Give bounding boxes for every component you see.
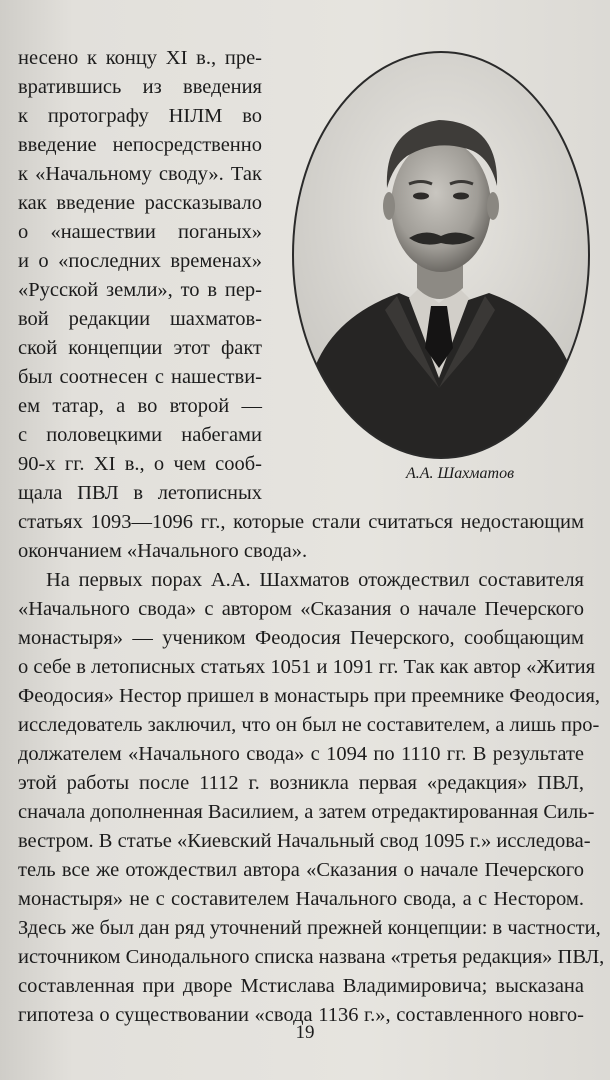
text-line: о «нашествии поганых» bbox=[18, 221, 262, 243]
text-line: «Начального свода» с автором «Сказания о начале Печерского bbox=[18, 598, 584, 620]
text-line: ем татар, а во второй — bbox=[18, 395, 262, 417]
text-line: к протографу НIЛМ во bbox=[18, 105, 262, 127]
photo-caption: А.А. Шахматов bbox=[405, 465, 515, 482]
text-line: был соотнесен с нашестви- bbox=[18, 366, 262, 388]
text-line: этой работы после 1112 г. возникла первая «редакция» ПВЛ, bbox=[18, 772, 584, 794]
text-line: несено к концу XI в., пре- bbox=[18, 47, 262, 69]
text-line: с половецкими набегами bbox=[18, 424, 262, 446]
text-line: и о «последних временах» bbox=[18, 250, 262, 272]
text-line: сначала дополненная Василием, а затем отредактированная Силь- bbox=[18, 801, 595, 823]
text-line: статьях 1093—1096 гг., которые стали считаться недостающим bbox=[18, 511, 584, 533]
text-line: о себе в летописных статьях 1051 и 1091 гг. Так как автор «Жития bbox=[18, 656, 596, 678]
text-line: вестром. В статье «Киевский Начальный свод 1095 г.» исследова- bbox=[18, 830, 591, 852]
text-line: гипотеза о существовании «свода 1136 г.», составленного новго- bbox=[18, 1004, 584, 1026]
text-line: к «Начальному своду». Так bbox=[18, 163, 262, 185]
text-line: как введение рассказывало bbox=[18, 192, 262, 214]
text-line: должателем «Начального свода» с 1094 по 1110 гг. В результате bbox=[18, 743, 584, 765]
text-line: ской концепции этот факт bbox=[18, 337, 262, 359]
text-line: тель все же отождествил автора «Сказания о начале Печерского bbox=[18, 859, 584, 881]
text-line: монастыря» не с составителем Начального свода, а с Нестором. bbox=[18, 888, 584, 910]
text-line: введение непосредственно bbox=[18, 134, 262, 156]
text-line: Феодосия» Нестор пришел в монастырь при преемнике Феодосия, bbox=[18, 685, 601, 707]
paragraph-first-line: На первых порах А.А. Шахматов отождествил составителя bbox=[46, 569, 584, 591]
text-line: исследователь заключил, что он был не составителем, а лишь про- bbox=[18, 714, 600, 736]
text-line: Здесь же был дан ряд уточнений прежней концепции: в частности, bbox=[18, 917, 601, 939]
text-line: окончанием «Начального свода». bbox=[18, 540, 308, 562]
text-line: 90-х гг. XI в., о чем сооб- bbox=[18, 453, 262, 475]
text-line: монастыря» — учеником Феодосия Печерского, сообщающим bbox=[18, 627, 584, 649]
portrait-image bbox=[289, 48, 593, 462]
portrait-photo bbox=[289, 48, 593, 462]
page-number: 19 bbox=[295, 1022, 315, 1043]
text-line: «Русской земли», то в пер- bbox=[18, 279, 262, 301]
text-line: вой редакции шахматов- bbox=[18, 308, 262, 330]
text-line: вратившись из введения bbox=[18, 76, 262, 98]
text-line: щала ПВЛ в летописных bbox=[18, 482, 262, 504]
text-line: составленная при дворе Мстислава Владимировича; высказана bbox=[18, 975, 584, 997]
text-line: источником Синодального списка названа «третья редакция» ПВЛ, bbox=[18, 946, 605, 968]
